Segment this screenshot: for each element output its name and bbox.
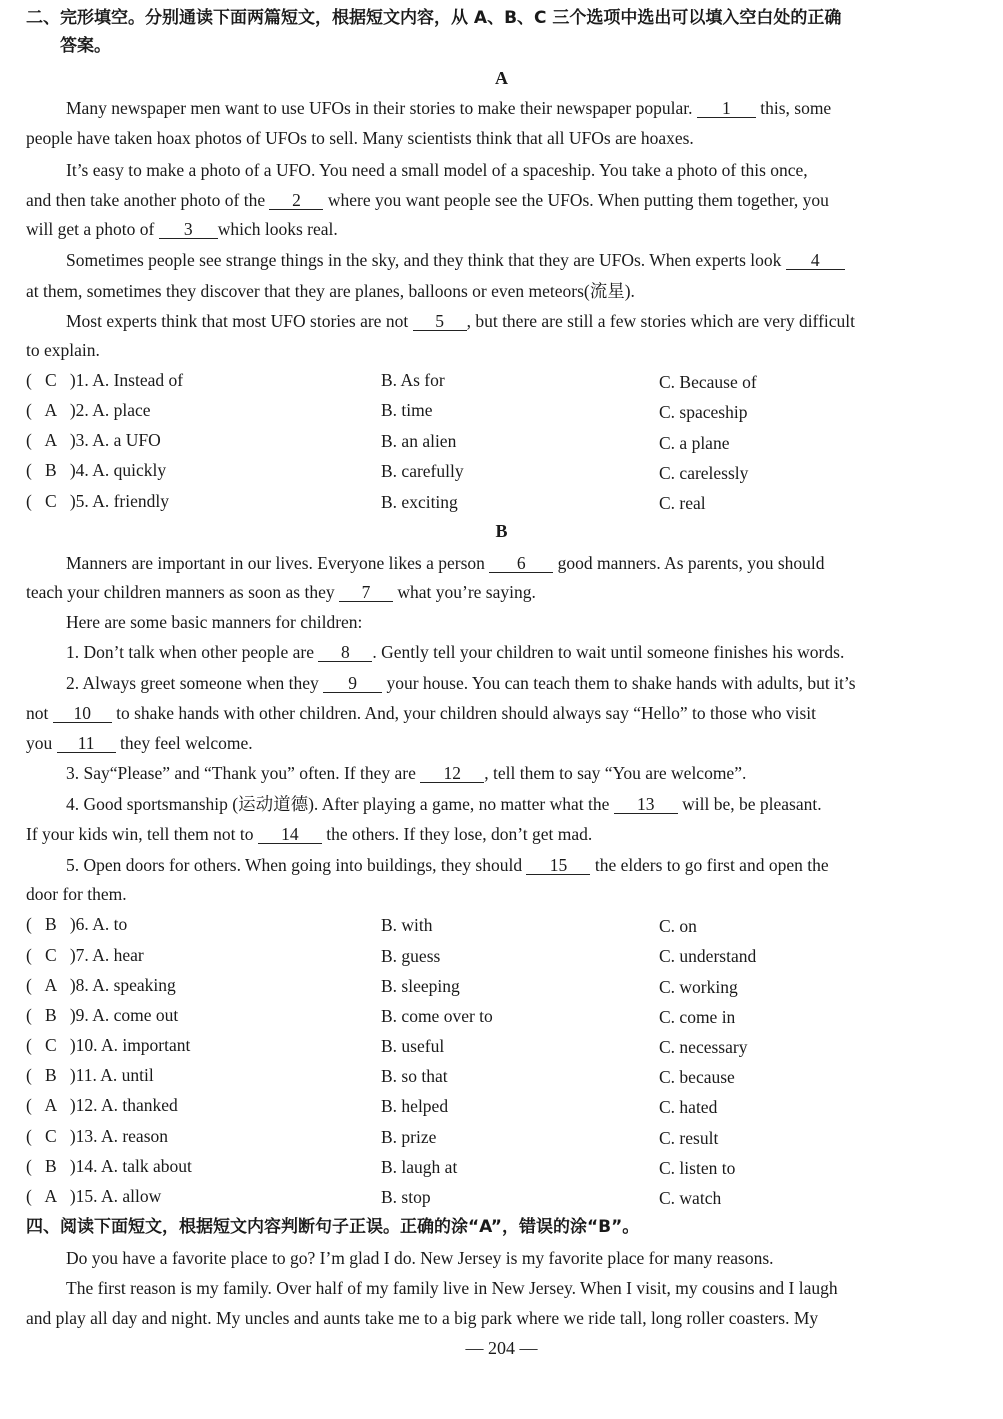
passage-a-p4-line2: to explain. [26,340,100,360]
option-a: )4. A. quickly [69,460,167,480]
passage-a-p2-line2: and then take another photo of the 2 where you want people see the UFOs. When putting them together, you [26,190,829,210]
option-b: B. guess [381,946,441,966]
option-c: C. understand [659,946,757,966]
answer: B [44,460,57,480]
blank-5: 5 [413,312,467,331]
answer: A [44,1186,58,1206]
option-b: B. an alien [381,431,457,451]
option-c: C. Because of [659,372,757,392]
option-b: B. time [381,400,433,420]
passage-b-p4-line2: not 10 to shake hands with other children. And, your children should always say “Hello” to those who visit [26,703,816,723]
option-c: C. because [659,1067,735,1087]
passage-b-p2: Here are some basic manners for children: [66,612,363,632]
option-a: )7. A. hear [69,945,144,965]
blank-4: 4 [786,251,845,270]
option-b: B. laugh at [381,1157,458,1177]
section2-heading: 二、完形填空。分别通读下面两篇短文，根据短文内容，从 A、B、C 三个选项中选出可以填入空白处的正确 [26,8,842,28]
option-c: C. listen to [659,1158,736,1178]
answer: B [44,1156,57,1176]
passage-a-p3-line2: at them, sometimes they discover that they are planes, balloons or even meteors(流星). [26,281,635,301]
passage-b-p6-line2: If your kids win, tell them not to 14 the others. If they lose, don’t get mad. [26,824,593,844]
passage-a-letter: A [495,68,508,88]
passage-b-p7-line1: 5. Open doors for others. When going into buildings, they should 15 the elders to go first and open the [66,855,829,875]
option-c: C. hated [659,1097,718,1117]
blank-14: 14 [258,825,322,844]
passage-a-p3-line1: Sometimes people see strange things in the sky, and they think that they are UFOs. When experts look 4 [66,250,966,270]
blank-13: 13 [614,795,678,814]
option-c: C. watch [659,1188,722,1208]
blank-10: 10 [53,704,112,723]
answer: C [44,1126,57,1146]
passage-b-p4-line3: you 11 they feel welcome. [26,733,253,753]
option-a: )14. A. talk about [69,1156,192,1176]
passage-a-p2-line3: will get a photo of 3 which looks real. [26,219,338,239]
section2-heading-cont: 答案。 [60,36,111,56]
option-a: )11. A. until [69,1065,154,1085]
option-a: )9. A. come out [69,1005,179,1025]
option-a: )1. A. Instead of [69,370,184,390]
option-a: )6. A. to [69,914,128,934]
passage-b-letter: B [495,521,508,541]
passage-a-p1-line2: people have taken hoax photos of UFOs to sell. Many scientists think that all UFOs are hoaxes. [26,128,694,148]
section4-heading: 四、阅读下面短文，根据短文内容判断句子正误。正确的涂“A”，错误的涂“B”。 [26,1217,640,1237]
answer: C [44,491,57,511]
passage-b-p6-line1: 4. Good sportsmanship (运动道德). After playing a game, no matter what the 13 will be, be pleasant. [66,794,822,814]
blank-1: 1 [697,99,756,118]
passage-c-p2-line2: and play all day and night. My uncles and aunts take me to a big park where we ride tall, long roller coasters. My [26,1308,819,1328]
blank-6: 6 [489,554,553,573]
answer: C [44,370,57,390]
option-c: C. on [659,916,697,936]
passage-b-p3: 1. Don’t talk when other people are 8 . Gently tell your children to wait until someone finishes his words. [66,642,845,662]
page-number: — 204 — [465,1338,538,1358]
answer: B [44,914,57,934]
option-b: B. sleeping [381,976,460,996]
option-a: )10. A. important [69,1035,191,1055]
option-c: C. come in [659,1007,736,1027]
option-a: )8. A. speaking [69,975,176,995]
option-b: B. so that [381,1066,448,1086]
option-b: B. helped [381,1096,449,1116]
answer: C [44,945,57,965]
answer: B [44,1005,57,1025]
option-c: C. a plane [659,433,730,453]
option-b: B. exciting [381,492,458,512]
blank-3: 3 [159,220,218,239]
option-c: C. spaceship [659,402,748,422]
passage-a-p2-line1: It’s easy to make a photo of a UFO. You need a small model of a spaceship. You take a photo of this once, [66,160,808,180]
option-c: C. real [659,493,706,513]
document-page: 二、完形填空。分别通读下面两篇短文，根据短文内容，从 A、B、C 三个选项中选出可以填入空白处的正确 答案。 A Many newspaper men want to use UFOs in their stories to make their newspaper popular. 1 this, some people have taken hoax photos of UFOs to sell. Many scientists think that all UFOs are hoaxes. It’s easy to make a photo of a UFO. You need a small model of a spaceship. You take a photo of this once, and then take another photo of the 2 where you want people see the UFOs. When putting them together, you will get a photo of 3 which looks real. Sometimes people see strange things in the sky, and they think that they are UFOs. When experts look 4 at them, sometimes they discover that they are planes, balloons or even meteors(流星). Most experts think that most UFO stories are not 5 , but there are still a few stories which are very difficult to explain. ( C )1. A. Instead of B. As for C. Because of ( A )2. A. place B. time C. spaceship ( A )3. A. a UFO B. an alien C. a plane ( B )4. A. quickly B. carefully C. carelessly ( C )5. A. friendly B. exciting C. real B Manners are important in our lives. Everyone likes a person 6 good manners. As parents, you should teach your children manners as soon as they 7 what you’re saying. Here are some basic manners for children: 1. Don’t talk when other people are 8 . Gently tell your children to wait until someone finishes his words. 2. Always greet someone when they 9 your house. You can teach them to shake hands with adults, but it’s not 10 to shake hands with other children. And, your children should always say “Hello” to those who visit you 11 they feel welcome. 3. Say“Please” and “Thank you” often. If they are 12 , tell them to say “You are welcome”. 4. Good sportsmanship (运动道德). After playing a game, no matter what the 13 will be, be pleasant. If your kids win, tell them not to 14 the others. If they lose, don’t get mad. 5. Open doors for others. When going into buildings, they should 15 the elders to go first and open the door for them. ( B )6. A. to B. with C. on ( C )7. A. hear B. guess C. understand ( A )8. A. speaking B. sleeping C. working ( B )9. A. come out B. come over to C. come in ( C )10. A. important B. useful C. necessary ( B )11. A. until B. so that C. because ( A )12. A. thanked B. helped C. hated ( C )13. A. reason B. prize C. result ( B )14. A. talk about B. laugh at C. listen to ( A )15. A. allow B. stop C. watch 四、阅读下面短文，根据短文内容判断句子正误。正确的涂“A”，错误的涂“B”。 Do you have a favorite place to go? I’m glad I do. New Jersey is my favorite place for many reasons. The first reason is my family. Over half of my family live in New Jersey. When I visit, my cousins and I laugh and play all day and night. My uncles and aunts take me to a big park where we ride tall, long roller coasters. My — 204 — [0,0,1003,1419]
option-c: C. carelessly [659,463,749,483]
answer: B [44,1065,57,1085]
option-b: B. stop [381,1187,431,1207]
option-b: B. with [381,915,433,935]
blank-7: 7 [339,583,393,602]
option-c: C. result [659,1128,719,1148]
passage-b-p5: 3. Say“Please” and “Thank you” often. If they are 12 , tell them to say “You are welcome”. [66,763,747,783]
answer: A [44,400,58,420]
passage-b-p1-line2: teach your children manners as soon as they 7 what you’re saying. [26,582,536,602]
blank-2: 2 [269,191,323,210]
option-a: )5. A. friendly [69,491,169,511]
answer: C [44,1035,57,1055]
blank-8: 8 [318,643,372,662]
passage-b-p1-line1: Manners are important in our lives. Everyone likes a person 6 good manners. As parents, you should [66,553,825,573]
blank-9: 9 [323,674,382,693]
passage-b-p4-line1: 2. Always greet someone when they 9 your house. You can teach them to shake hands with adults, but it’s [66,673,856,693]
option-b: B. come over to [381,1006,493,1026]
passage-c-p2-line1: The first reason is my family. Over half of my family live in New Jersey. When I visit, my cousins and I laugh [66,1278,838,1298]
option-c: C. necessary [659,1037,748,1057]
option-a: )3. A. a UFO [69,430,161,450]
answer: A [44,1095,58,1115]
blank-15: 15 [526,856,590,875]
option-b: B. As for [381,370,445,390]
passage-a-p1-line1: Many newspaper men want to use UFOs in their stories to make their newspaper popular. 1 this, some [66,98,832,118]
passage-a-p4-line1: Most experts think that most UFO stories are not 5 , but there are still a few stories which are very difficult [66,311,856,331]
blank-11: 11 [57,734,116,753]
option-c: C. working [659,977,738,997]
answer: A [44,975,58,995]
option-a: )2. A. place [69,400,151,420]
option-a: )13. A. reason [69,1126,169,1146]
passage-b-p7-line2: door for them. [26,884,127,904]
answer: A [44,430,58,450]
option-a: )15. A. allow [69,1186,162,1206]
option-a: )12. A. thanked [69,1095,178,1115]
option-b: B. carefully [381,461,464,481]
blank-12: 12 [420,764,484,783]
option-b: B. prize [381,1127,437,1147]
passage-c-p1: Do you have a favorite place to go? I’m glad I do. New Jersey is my favorite place for many reasons. [66,1248,774,1268]
option-b: B. useful [381,1036,445,1056]
